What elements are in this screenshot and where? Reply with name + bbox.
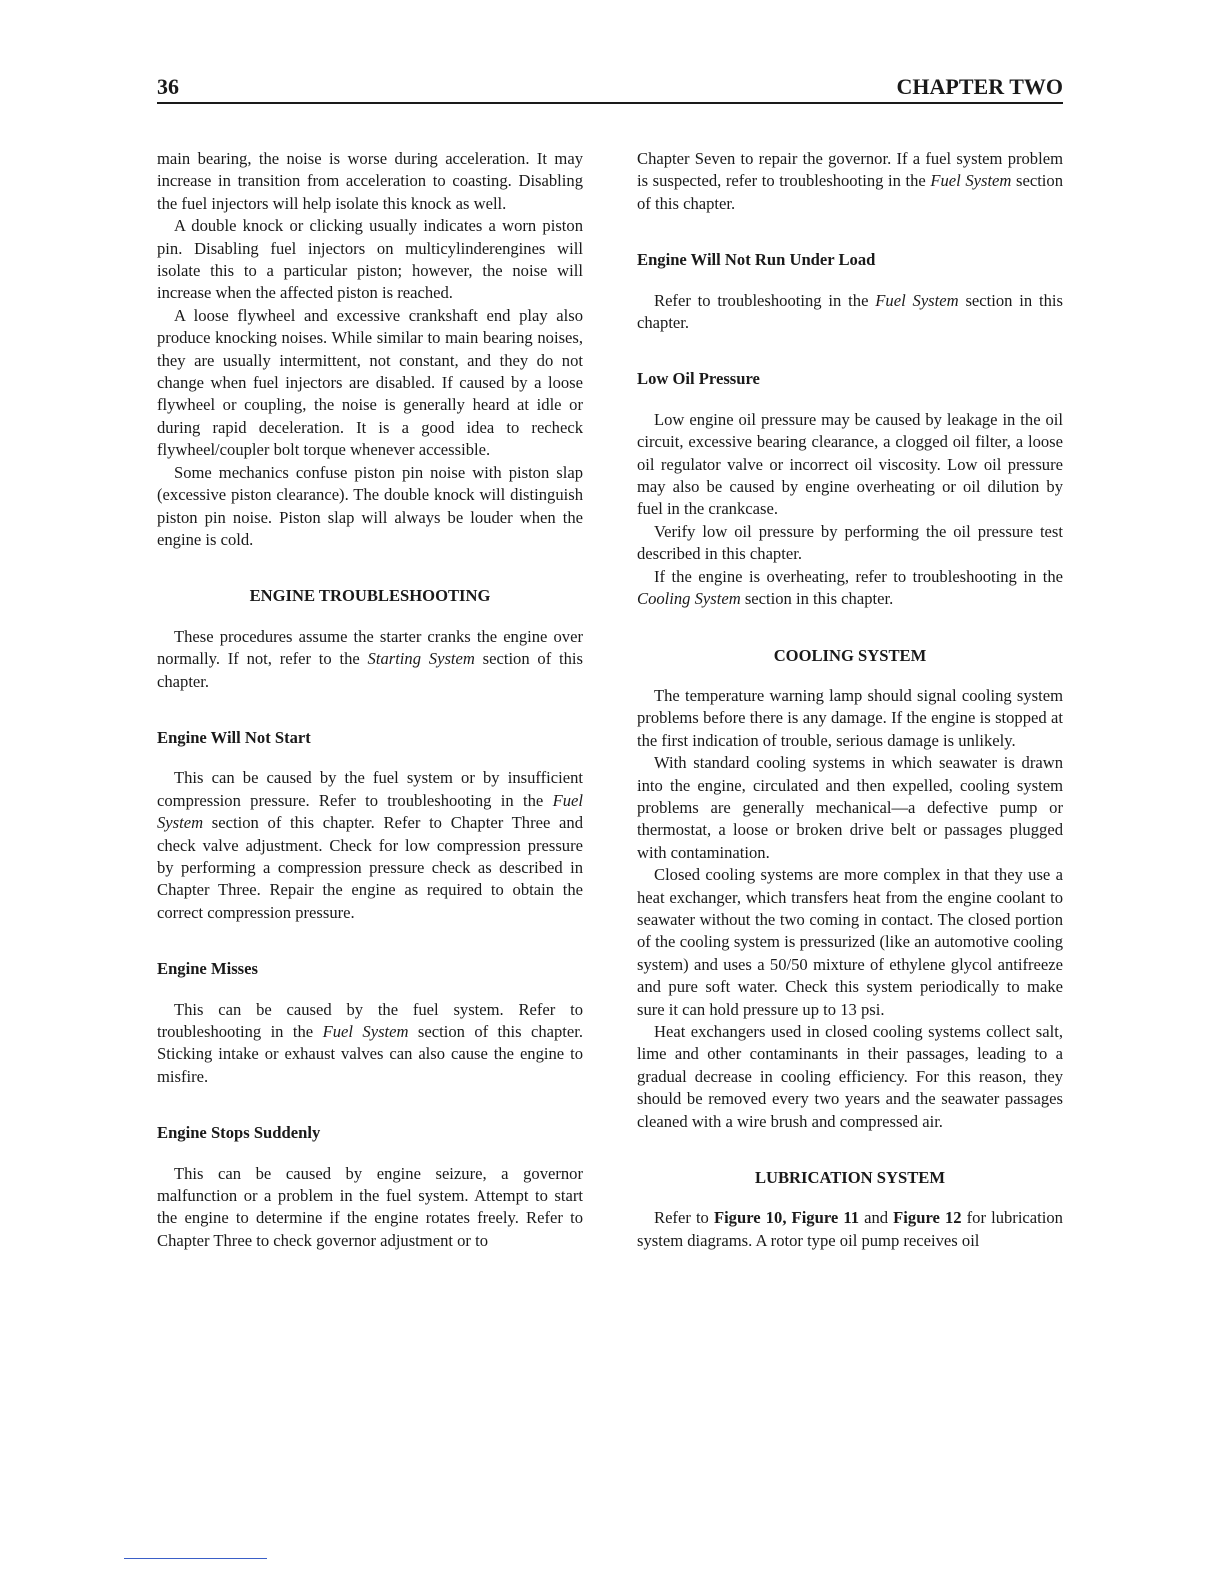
paragraph: If the engine is overheating, refer to troubleshooting in the Cooling System section in this chapter.: [637, 566, 1063, 609]
left-column: [157, 148, 583, 1252]
subheading-low-oil-pressure: Low Oil Pressure: [637, 369, 760, 389]
footer-rule: [124, 1558, 267, 1559]
paragraph: Some mechanics confuse piston pin noise with piston slap (excessive piston clearance). The double knock will distinguish piston pin noise. Piston slap will always be louder when the engine is cold.: [157, 462, 583, 549]
paragraph: Chapter Seven to repair the governor. If a fuel system problem is suspected, refer to troubleshooting in the Fuel System section of this chapter.: [637, 149, 1064, 213]
paragraph: Refer to troubleshooting in the Fuel System section in this chapter.: [637, 290, 1063, 333]
subheading-engine-will-not-run-under-load: Engine Will Not Run Under Load: [637, 250, 876, 270]
paragraph: A double knock or clicking usually indicates a worn piston pin. Disabling fuel injectors on multicylinderengines will isolate this to a particular piston; however, the noise will increase when the affected piston is reached.: [157, 216, 583, 303]
subheading-engine-misses: Engine Misses: [157, 959, 258, 979]
paragraph: This can be caused by engine seizure, a governor malfunction or a problem in the fuel system. Attempt to start the engine to determine if the engine rotates freely. Refer to Chapter Three to check governor adjustment or to: [157, 1163, 583, 1250]
paragraph: Closed cooling systems are more complex in that they use a heat exchanger, which transfers heat from the engine coolant to seawater without the two coming in contact. The closed portion of the cooling system is pressurized (like an automotive cooling system) and uses a 50/50 mixture of ethylene glycol antifreeze and pure soft water. Check this system periodically to make sure it can hold pressure up to 13 psi.: [637, 865, 1063, 1019]
right-column: [637, 148, 1063, 1252]
page-header: [157, 74, 1063, 104]
section-heading-cooling-system: COOLING SYSTEM: [773, 645, 927, 665]
paragraph: This can be caused by the fuel system. Refer to troubleshooting in the Fuel System section of this chapter. Sticking intake or exhaust valves can also cause the engine to misfire.: [157, 999, 584, 1086]
paragraph: Refer to Figure 10, Figure 11 and Figure 12 for lubrication system diagrams. A rotor type oil pump receives oil: [637, 1208, 1063, 1250]
paragraph: Heat exchangers used in closed cooling systems collect salt, lime and other contaminants in their passages, leading to a gradual decrease in cooling efficiency. For this reason, they should be removed every two years and the seawater passages cleaned with a wire brush and compressed air.: [637, 1022, 1063, 1131]
paragraph: The temperature warning lamp should signal cooling system problems before there is any damage. If the engine is stopped at the first indication of trouble, serious damage is unlikely.: [637, 685, 1063, 750]
section-heading-engine-troubleshooting: ENGINE TROUBLESHOOTING: [249, 586, 491, 606]
paragraph: main bearing, the noise is worse during acceleration. It may increase in transition from acceleration to coasting. Disabling the fuel injectors will help isolate this knock as well.: [157, 149, 583, 213]
paragraph: A loose flywheel and excessive crankshaft end play also produce knocking noises. While similar to main bearing noises, they are usually intermittent, not constant, and they do not change when fuel injectors are disabled. If caused by a loose flywheel or coupling, the noise is generally heard at idle or during rapid deceleration. It is a good idea to recheck flywheel/coupler bolt torque whenever accessible.: [157, 305, 583, 460]
paragraph: With standard cooling systems in which seawater is drawn into the engine, circulated and then expelled, cooling system problems are generally mechanical—a defective pump or thermostat, a loose or broken drive belt or passages plugged with contamination.: [637, 753, 1063, 862]
page-number: 36: [157, 74, 179, 99]
paragraph: Verify low oil pressure by performing the oil pressure test described in this chapter.: [637, 521, 1063, 564]
subheading-engine-will-not-start: Engine Will Not Start: [157, 727, 311, 747]
chapter-title: CHAPTER TWO: [896, 74, 1063, 99]
section-heading-lubrication-system: LUBRICATION SYSTEM: [754, 1168, 946, 1188]
paragraph: This can be caused by the fuel system or by insufficient compression pressure. Refer to troubleshooting in the Fuel System section of this chapter. Refer to Chapter Three and check valve adjustment. Check for low compression pressure by performing a compression pressure check as described in Chapter Three. Repair the engine as required to obtain the correct compression pressure.: [157, 768, 583, 922]
paragraph: Low engine oil pressure may be caused by leakage in the oil circuit, excessive bearing clearance, a clogged oil filter, a loose oil regulator valve or incorrect oil viscosity. Low oil pressure may also be caused by engine overheating or oil dilution by fuel in the crankcase.: [637, 409, 1063, 519]
subheading-engine-stops-suddenly: Engine Stops Suddenly: [157, 1123, 321, 1143]
paragraph: These procedures assume the starter cranks the engine over normally. If not, refer to the Starting System section of this chapter.: [157, 626, 584, 691]
